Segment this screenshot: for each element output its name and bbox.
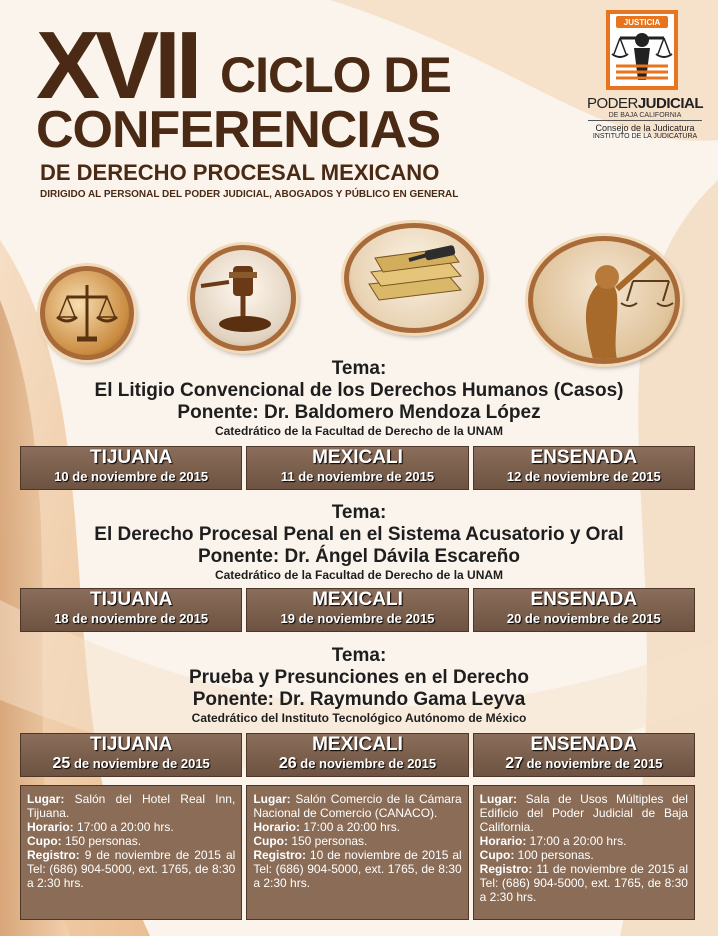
talk-2-title: El Derecho Procesal Penal en el Sistema Acusatorio y Oral — [94, 524, 624, 545]
cupo-label: Cupo: — [253, 834, 288, 848]
city-name: MEXICALI — [312, 447, 403, 468]
lugar-value: Salón del Hotel Real Inn, Tijuana. — [27, 792, 236, 820]
venue-tijuana — [20, 785, 242, 920]
talk-3-affiliation: Catedrático del Instituto Tecnológico Autónomo de México — [191, 711, 527, 725]
subtitle: DE DERECHO PROCESAL MEXICANO — [40, 160, 440, 185]
date-text: 20 de noviembre de 2015 — [506, 611, 661, 626]
gavel-icon — [195, 250, 291, 346]
venue-mexicali — [246, 785, 468, 920]
talk-2 — [0, 502, 718, 583]
cupo-value: 150 personas. — [287, 834, 368, 848]
talk-2-affiliation: Catedrático de la Facultad de Derecho de la UNAM — [214, 568, 504, 582]
talk-3-dates — [20, 733, 695, 777]
date-day: 25 — [52, 755, 71, 772]
books-icon — [349, 228, 479, 328]
talk-3 — [0, 645, 718, 726]
horario-label: Horario: — [479, 834, 527, 848]
horario-value: 17:00 a 20:00 hrs. — [73, 820, 174, 834]
poder-judicial-block — [582, 95, 708, 140]
scales-image — [40, 266, 134, 360]
date-text: 19 de noviembre de 2015 — [280, 611, 435, 626]
lugar-value: Sala de Usos Múltiples del Edificio del Poder Judicial de Baja California. — [479, 792, 688, 834]
city-name: TIJUANA — [89, 734, 173, 755]
lugar-label: Lugar: — [479, 792, 517, 806]
logo-consejo: Consejo de la Judicatura — [595, 123, 695, 133]
horario-label: Horario: — [253, 820, 300, 834]
talk-3-tema-label: Tema: — [331, 645, 387, 666]
date-text: 10 de noviembre de 2015 — [54, 469, 209, 484]
logo-judicial: JUDICIAL — [637, 95, 703, 112]
gavel-image — [190, 245, 296, 351]
talk-3-title: Prueba y Presunciones en el Derecho — [188, 667, 530, 688]
date-day: 27 — [505, 755, 523, 772]
registro-label: Registro: — [253, 848, 306, 862]
registro-value: 9 de noviembre de 2015 al Tel: (686) 904-5000, ext. 1765, de 8:30 a 2:30 hrs. — [27, 848, 236, 890]
date-cell-mexicali — [246, 733, 468, 777]
lugar-label: Lugar: — [27, 792, 65, 806]
registro-label: Registro: — [27, 848, 80, 862]
date-day: 26 — [278, 755, 297, 772]
date-rest: de noviembre de 2015 — [522, 756, 663, 771]
cupo-value: 150 personas. — [61, 834, 142, 848]
books-image — [344, 223, 484, 333]
title-ciclo: CICLO DE — [220, 47, 451, 103]
date-rest: de noviembre de 2015 — [70, 756, 210, 771]
city-name: TIJUANA — [89, 447, 173, 468]
logo-poder: PODER — [586, 95, 638, 112]
date-text: 11 de noviembre de 2015 — [280, 469, 435, 484]
date-text: 18 de noviembre de 2015 — [54, 611, 209, 626]
title-roman-numeral: XVII — [36, 12, 198, 119]
city-name: MEXICALI — [312, 589, 403, 610]
lady-justice-image — [528, 236, 680, 364]
title-conferencias: CONFERENCIAS — [36, 101, 441, 159]
date-text — [21, 756, 241, 772]
talk-1 — [0, 358, 718, 439]
date-cell-tijuana — [20, 733, 242, 777]
talk-2-tema-label: Tema: — [331, 502, 387, 523]
talk-2-dates — [20, 588, 695, 632]
city-name: MEXICALI — [312, 734, 403, 755]
venue-ensenada — [473, 785, 695, 920]
logo-instituto: INSTITUTO DE LA JUDICATURA — [592, 133, 698, 140]
talk-2-speaker: Ponente: Dr. Ángel Dávila Escareño — [197, 546, 521, 567]
talk-1-tema-label: Tema: — [331, 358, 387, 379]
city-name: ENSENADA — [530, 589, 638, 610]
date-rest: de noviembre de 2015 — [296, 756, 437, 771]
logo-baja: DE BAJA CALIFORNIA — [588, 112, 702, 121]
justicia-logo-icon — [606, 10, 678, 90]
city-name: ENSENADA — [530, 447, 638, 468]
horario-value: 17:00 a 20:00 hrs. — [526, 834, 627, 848]
city-name: TIJUANA — [89, 589, 173, 610]
horario-value: 17:00 a 20:00 hrs. — [300, 820, 401, 834]
date-text — [247, 756, 467, 772]
date-cell-tijuana — [20, 446, 242, 490]
talk-1-dates — [20, 446, 695, 490]
cupo-label: Cupo: — [27, 834, 62, 848]
date-cell-ensenada — [473, 733, 695, 777]
venue-info-row — [20, 785, 695, 920]
city-name: ENSENADA — [530, 734, 638, 755]
date-text: 12 de noviembre de 2015 — [506, 469, 661, 484]
registro-value: 10 de noviembre de 2015 al Tel: (686) 904-5000, ext. 1765, de 8:30 a 2:30 hrs. — [253, 848, 462, 890]
registro-label: Registro: — [479, 862, 533, 876]
audience-line: DIRIGIDO AL PERSONAL DEL PODER JUDICIAL, ABOGADOS Y PÚBLICO EN GENERAL — [40, 189, 459, 200]
registro-value: 11 de noviembre de 2015 al Tel: (686) 904-5000, ext. 1765, de 8:30 a 2:30 hrs. — [479, 862, 688, 904]
scales-icon — [45, 271, 129, 355]
talk-1-title: El Litigio Convencional de los Derechos Humanos (Casos) — [94, 380, 624, 401]
date-cell-mexicali — [246, 588, 468, 632]
talk-1-affiliation: Catedrático de la Facultad de Derecho de la UNAM — [214, 424, 504, 438]
talk-1-speaker: Ponente: Dr. Baldomero Mendoza López — [177, 402, 541, 423]
date-cell-mexicali — [246, 446, 468, 490]
horario-label: Horario: — [27, 820, 74, 834]
cupo-label: Cupo: — [479, 848, 515, 862]
talk-3-speaker: Ponente: Dr. Raymundo Gama Leyva — [192, 689, 526, 710]
date-cell-ensenada — [473, 588, 695, 632]
lugar-value: Salón Comercio de la Cámara Nacional de Comercio (CANACO). — [253, 792, 462, 820]
date-text — [474, 756, 694, 772]
lady-justice-icon — [533, 241, 675, 359]
cupo-value: 100 personas. — [514, 848, 594, 862]
logo-justicia-text: JUSTICIA — [623, 18, 661, 27]
date-cell-tijuana — [20, 588, 242, 632]
date-cell-ensenada — [473, 446, 695, 490]
lugar-label: Lugar: — [253, 792, 291, 806]
